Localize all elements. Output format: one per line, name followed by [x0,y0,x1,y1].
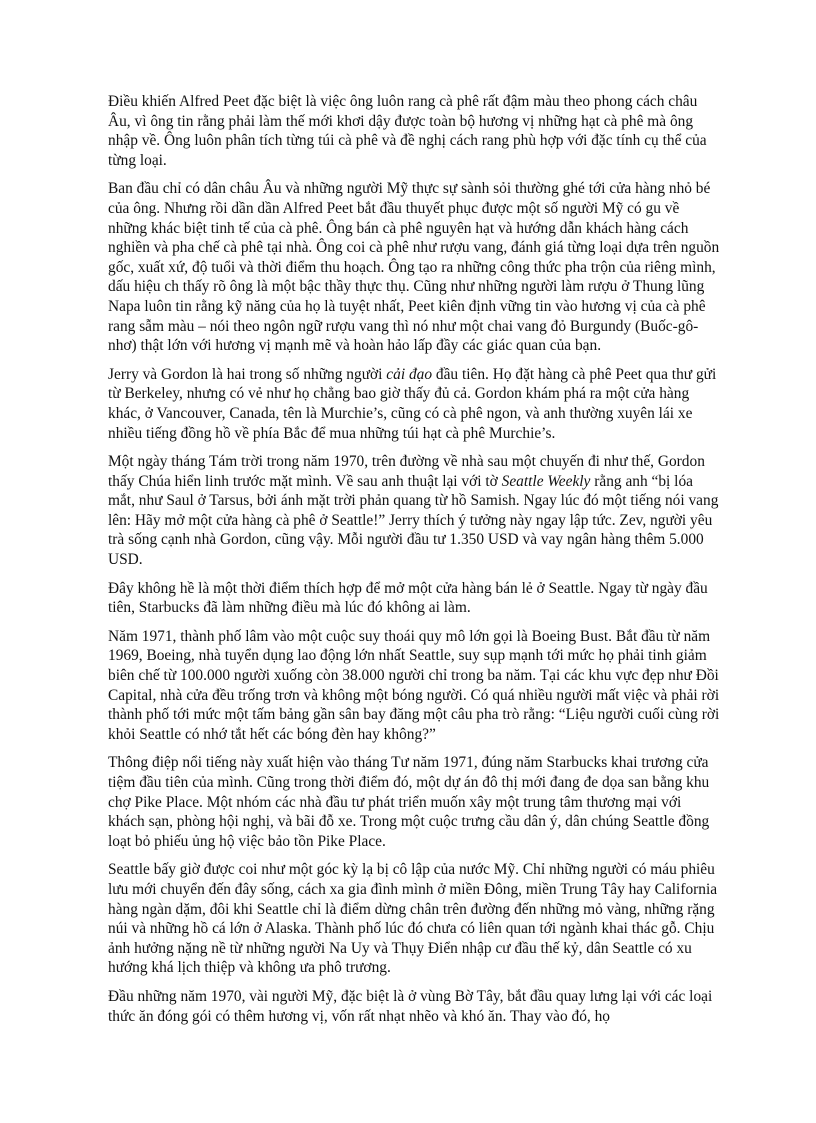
paragraph-9: Đầu những năm 1970, vài người Mỹ, đặc biệt là ở vùng Bờ Tây, bắt đầu quay lưng lại với các loại thức ăn đóng gói có thêm hương vị, vốn rất nhạt nhẽo và khó ăn. Thay vào đó, họ [108,987,713,1025]
paragraph-3 [108,365,720,443]
paragraph-4-publication-title: Seattle Weekly [501,472,591,490]
paragraph-4 [108,452,720,570]
paragraph-3-emphasis: cải đạo [386,365,433,383]
paragraph-3-text-start: Jerry và Gordon là hai trong số những người [108,365,387,383]
paragraph-4-text-start: Một ngày tháng Tám trời trong năm 1970, trên đường về nhà sau một chuyến đi như thế, Gordon thấy Chúa hiển linh trước mặt mình. Về sau anh thuật lại với tờ [108,453,705,490]
paragraph-8: Seattle bấy giờ được coi như một góc kỳ lạ bị cô lập của nước Mỹ. Chỉ những người có máu phiêu lưu mới chuyển đến đây sống, cách xa gia đình mình ở miền Đông, miền Trung Tây hay California hàng ngàn dặm, đôi khi Seattle chỉ là điểm dừng chân trên đường đến những mỏ vàng, những rặng núi và những hồ cá lớn ở Alaska. Thành phố lúc đó chưa có liên quan tới ngành khai thác gỗ. Chịu ảnh hưởng nặng nề từ những người Na Uy và Thụy Điển nhập cư đầu thế kỷ, dân Seattle có xu hướng khá lịch thiệp và không ưa phô trương. [108,861,718,977]
paragraph-1: Điều khiến Alfred Peet đặc biệt là việc ông luôn rang cà phê rất đậm màu theo phong cách châu Âu, vì ông tin rằng phải làm thế mới khơi dậy được toàn bộ hương vị những hạt cà phê mà ông nhập về. Ông luôn phân tích từng túi cà phê và đề nghị cách rang phù hợp với đặc tính cụ thể của từng loại. [108,93,707,169]
paragraph-4-text-end: rằng anh “bị lóa mắt, như Saul ở Tarsus, bởi ánh mặt trời phản quang từ hồ Samish. Ngay lúc đó một tiếng nói vang lên: Hãy mở một cửa hàng cà phê ở Seattle!” Jerry thích ý tưởng này ngay lập tức. Zev, người yêu trà sống cạnh nhà Gordon, cũng vậy. Mỗi người đầu tư 1.350 USD và vay ngân hàng thêm 5.000 USD. [108,472,719,569]
paragraph-5: Đây không hề là một thời điểm thích hợp để mở một cửa hàng bán lẻ ở Seattle. Ngay từ ngày đầu tiên, Starbucks đã làm những điều mà lúc đó không ai làm. [108,579,708,617]
paragraph-7: Thông điệp nổi tiếng này xuất hiện vào tháng Tư năm 1971, đúng năm Starbucks khai trương cửa tiệm đầu tiên của mình. Cũng trong thời điểm đó, một dự án đô thị mới đang đe dọa san bằng khu chợ Pike Place. Một nhóm các nhà đầu tư phát triển muốn xây một trung tâm thương mại với khách sạn, phòng hội nghị, và bãi đỗ xe. Trong một cuộc trưng cầu dân ý, dân chúng Seattle đồng loạt bỏ phiếu ủng hộ việc bảo tồn Pike Place. [108,754,710,850]
document-page [108,92,720,1035]
paragraph-6: Năm 1971, thành phố lâm vào một cuộc suy thoái quy mô lớn gọi là Boeing Bust. Bắt đầu từ năm 1969, Boeing, nhà tuyển dụng lao động lớn nhất Seattle, suy sụp mạnh tới mức họ phải tinh giảm biên chế từ 100.000 người xuống còn 38.000 người chỉ trong ba năm. Tại các khu vực đẹp như Đồi Capital, nhà cửa đều trống trơn và không một bóng người. Có quá nhiều người mất việc và phải rời thành phố tới mức một tấm bảng gần sân bay đăng một câu pha trò rằng: “Liệu người cuối cùng rời khỏi Seattle có nhớ tắt hết các bóng đèn hay không?” [108,627,720,743]
paragraph-2: Ban đầu chỉ có dân châu Âu và những người Mỹ thực sự sành sỏi thường ghé tới cửa hàng nhỏ bé của ông. Nhưng rồi dần dần Alfred Peet bắt đầu thuyết phục được một số người Mỹ có gu về những khác biệt tinh tế của cà phê. Ông bán cà phê nguyên hạt và hướng dẫn khách hàng cách nghiền và pha chế cà phê tại nhà. Ông coi cà phê như rượu vang, đánh giá từng loại dựa trên nguồn gốc, xuất xứ, độ tuổi và thời điểm thu hoạch. Ông tạo ra những công thức pha trộn của riêng mình, dấu hiệu ch thấy rõ ông là một bậc thầy thực thụ. Cũng như những người làm rượu ở Thung lũng Napa luôn tin rằng kỹ năng của họ là tuyệt nhất, Peet kiên định vững tin vào hương vị của cà phê rang sẫm màu – nói theo ngôn ngữ rượu vang thì nó như một chai vang đỏ Burgundy (Buốc-gô-nhơ) thật lớn với hương vị mạnh mẽ và hoàn hảo lấp đầy các giác quan của bạn. [108,180,720,355]
paragraph-3-text-end: đầu tiên. Họ đặt hàng cà phê Peet qua thư gửi từ Berkeley, nhưng có vẻ như họ chẳng bao giờ thấy đủ cả. Gordon khám phá ra một cửa hàng khác, ở Vancouver, Canada, tên là Murchie’s, cũng có cà phê ngon, và anh thường xuyên lái xe nhiều tiếng đồng hồ về phía Bắc để mua những túi hạt cà phê Murchie’s. [108,365,717,442]
